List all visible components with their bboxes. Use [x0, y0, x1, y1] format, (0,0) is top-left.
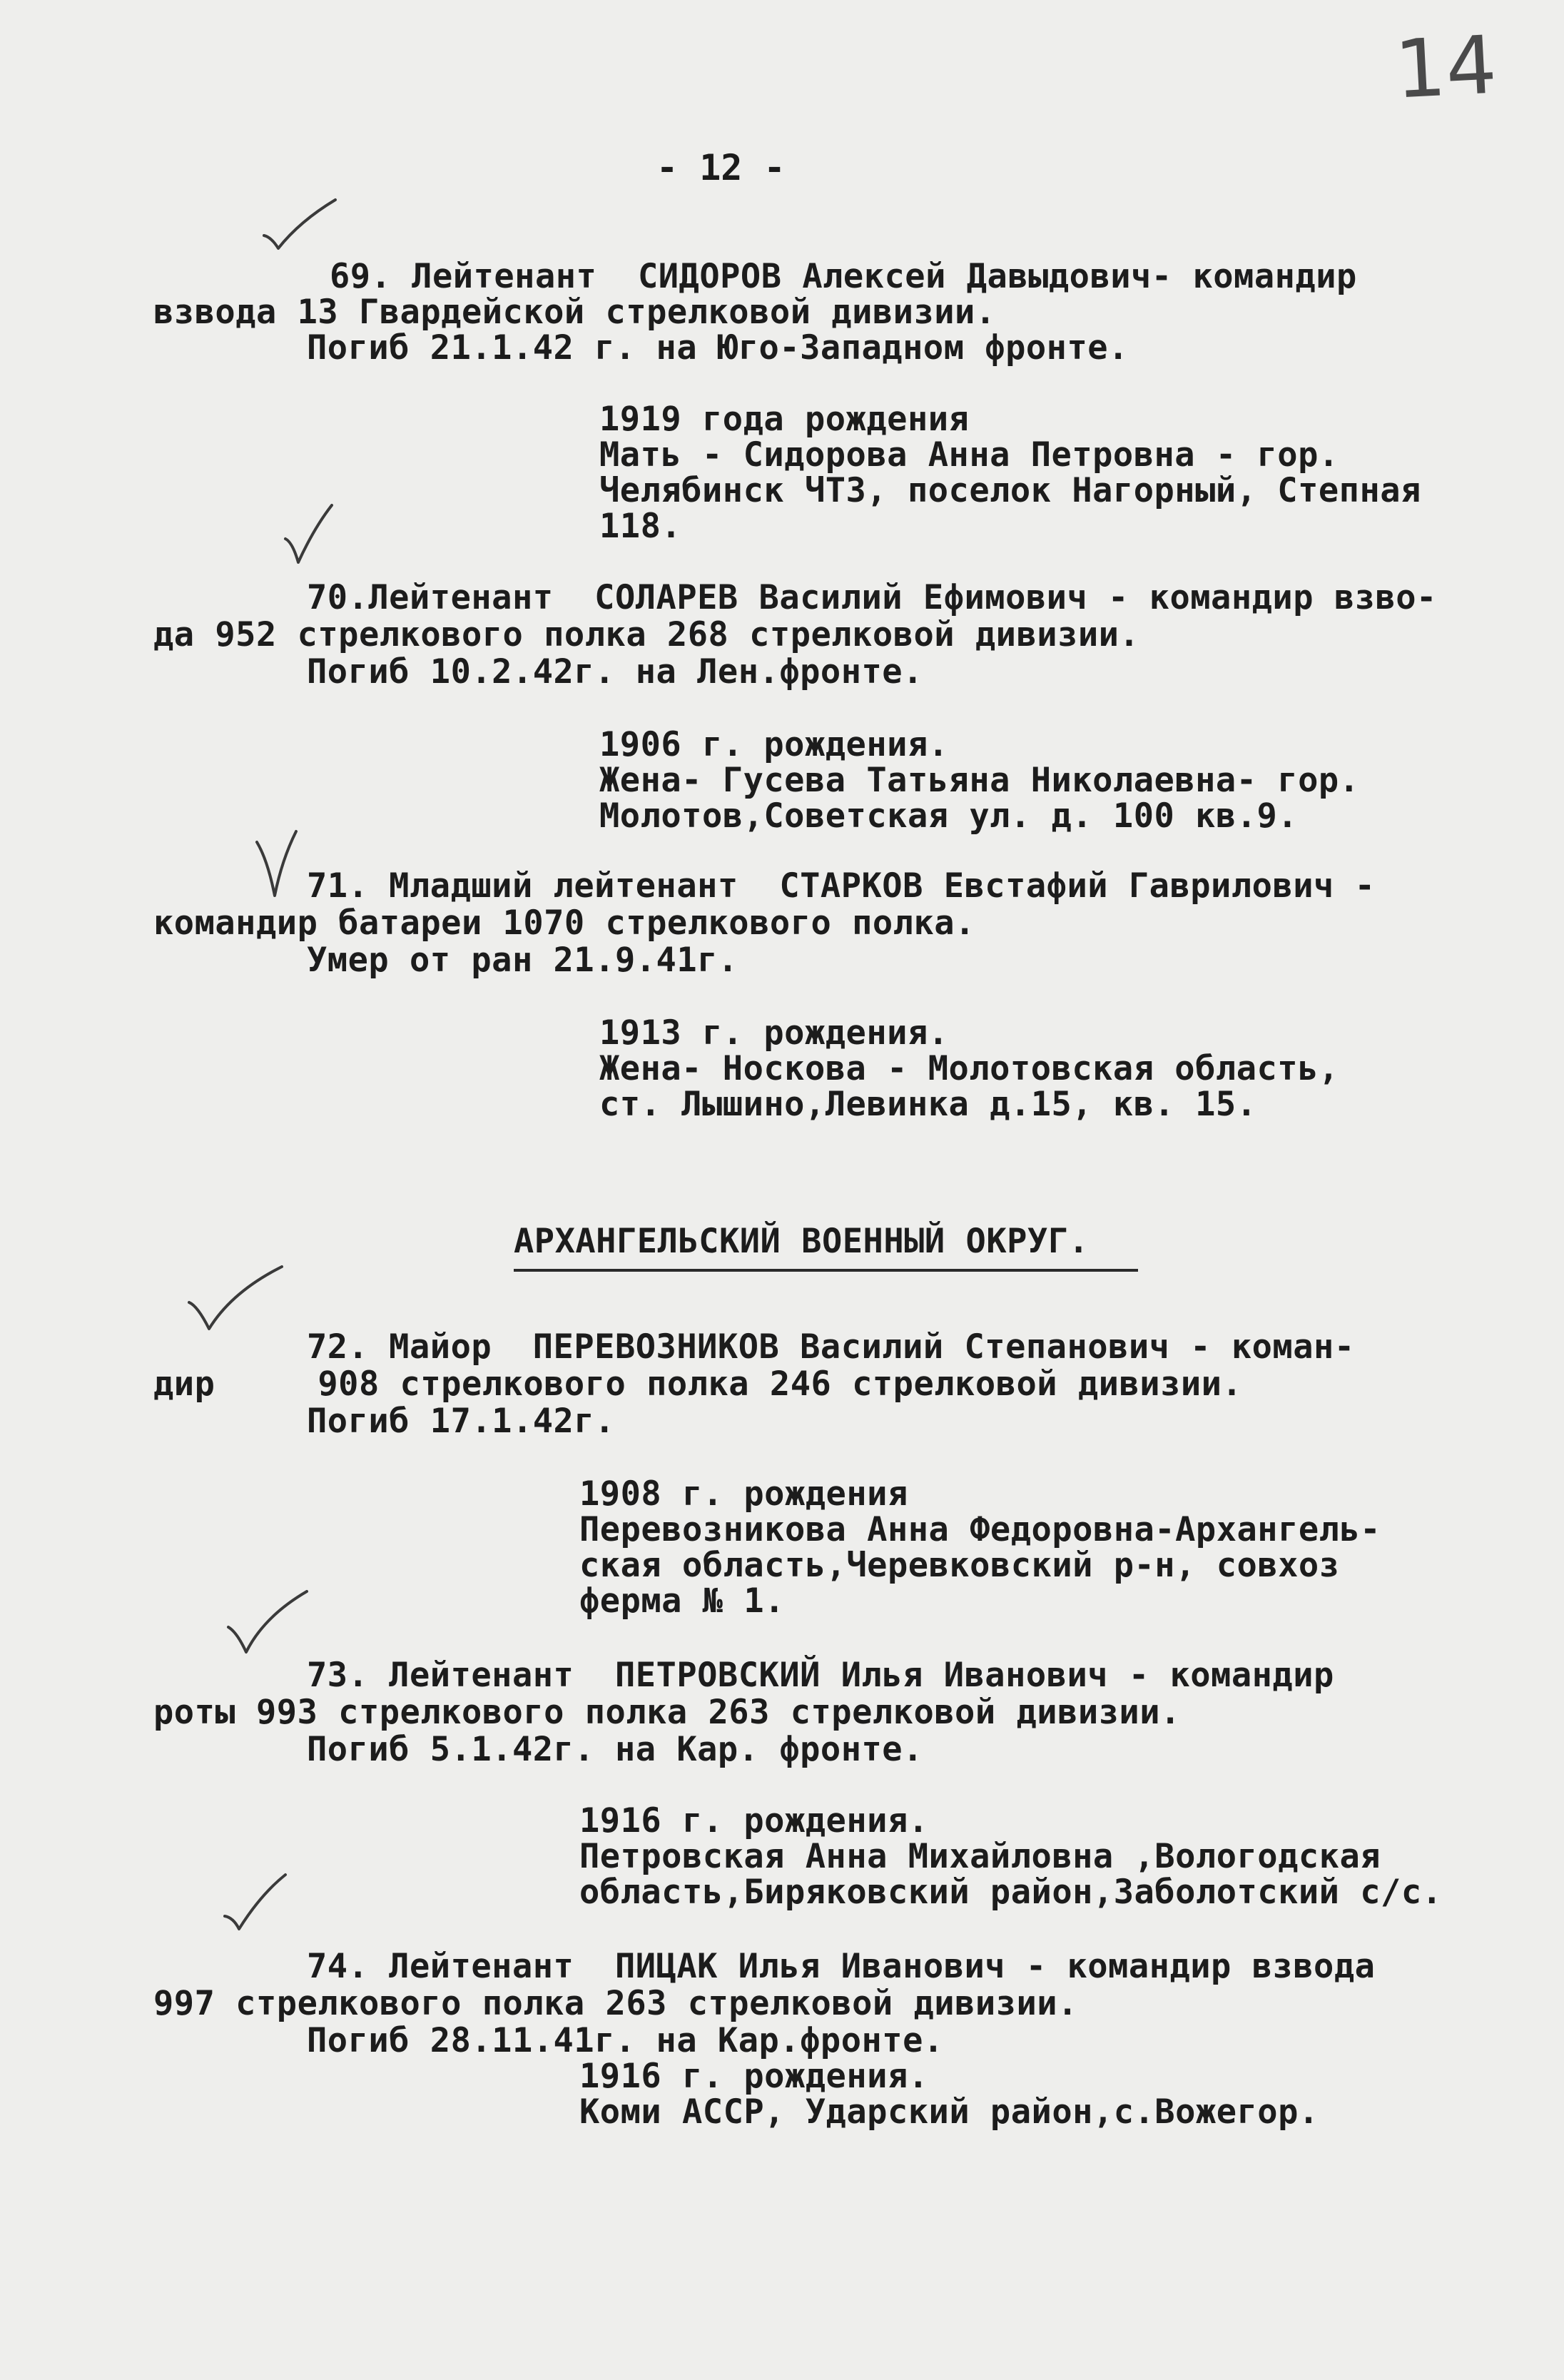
page-number: - 12 -: [656, 147, 786, 188]
entry-73-line-2: роты 993 стрелкового полка 263 стрелковой дивизии.: [153, 1693, 1181, 1732]
entry-72-detail-3: ская область,Черевковский р-н, совхоз: [579, 1546, 1340, 1585]
entry-73-detail-3: область,Биряковский район,Заболотский с/с.: [579, 1873, 1443, 1912]
entry-71-detail-3: ст. Лышино,Левинка д.15, кв. 15.: [599, 1085, 1257, 1124]
entry-69-line-2: взвода 13 Гвардейской стрелковой дивизии.: [153, 293, 996, 332]
entry-69-line-1: 69. Лейтенант СИДОРОВ Алексей Давыдович- командир: [330, 257, 1357, 296]
entry-70-detail-2: Жена- Гусева Татьяна Николаевна- гор.: [599, 761, 1360, 800]
section-heading: АРХАНГЕЛЬСКИЙ ВОЕННЫЙ ОКРУГ.: [514, 1222, 1090, 1261]
entry-69-line-3: Погиб 21.1.42 г. на Юго-Западном фронте.: [307, 328, 1129, 368]
entry-70-detail-1: 1906 г. рождения.: [599, 725, 949, 764]
entry-72-line-1: 72. Майор ПЕРЕВОЗНИКОВ Василий Степанович - коман-: [307, 1327, 1355, 1367]
entry-72-line-2: дир 908 стрелкового полка 246 стрелковой дивизии.: [153, 1364, 1243, 1404]
checkmark-icon: [218, 1866, 325, 1945]
entry-70-line-3: Погиб 10.2.42г. на Лен.фронте.: [307, 652, 923, 692]
heading-underline: [514, 1269, 1138, 1272]
entry-71-line-1: 71. Младший лейтенант СТАРКОВ Евстафий Гаврилович -: [307, 866, 1376, 906]
entry-71-line-3: Умер от ран 21.9.41г.: [307, 941, 738, 980]
checkmark-icon: [182, 1263, 289, 1342]
entry-74-line-2: 997 стрелкового полка 263 стрелковой дивизии.: [153, 1984, 1078, 2023]
entry-73-detail-1: 1916 г. рождения.: [579, 1801, 929, 1840]
entry-70-line-1: 70.Лейтенант СОЛАРЕВ Василий Ефимович - командир взво-: [307, 578, 1437, 617]
entry-70-detail-3: Молотов,Советская ул. д. 100 кв.9.: [599, 796, 1299, 836]
entry-72-detail-4: ферма № 1.: [579, 1581, 785, 1621]
checkmark-icon: [221, 1588, 328, 1666]
entry-72-detail-2: Перевозникова Анна Федоровна-Архангель-: [579, 1510, 1381, 1549]
entry-73-detail-2: Петровская Анна Михайловна ,Вологодская: [579, 1837, 1381, 1876]
entry-70-line-2: да 952 стрелкового полка 268 стрелковой дивизии.: [153, 615, 1140, 654]
entry-73-line-1: 73. Лейтенант ПЕТРОВСКИЙ Илья Иванович - командир: [307, 1656, 1334, 1695]
entry-74-line-1: 74. Лейтенант ПИЦАК Илья Иванович - командир взвода: [307, 1947, 1376, 1986]
entry-71-detail-2: Жена- Носкова - Молотовская область,: [599, 1049, 1339, 1088]
entry-69-detail-1: 1919 года рождения: [599, 400, 970, 439]
entry-74-detail-1: 1916 г. рождения.: [579, 2057, 929, 2096]
entry-71-detail-1: 1913 г. рождения.: [599, 1013, 949, 1053]
entry-69-detail-3: Челябинск ЧТЗ, поселок Нагорный, Степная: [599, 471, 1421, 510]
entry-72-detail-1: 1908 г. рождения: [579, 1474, 908, 1514]
entry-69-detail-2: Мать - Сидорова Анна Петровна - гор.: [599, 435, 1339, 475]
checkmark-icon: [271, 500, 378, 578]
entry-73-line-3: Погиб 5.1.42г. на Кар. фронте.: [307, 1730, 923, 1769]
entry-74-detail-2: Коми АССР, Ударский район,с.Вожегор.: [579, 2092, 1319, 2132]
entry-74-line-3: Погиб 28.11.41г. на Кар.фронте.: [307, 2021, 944, 2060]
entry-69-detail-4: 118.: [599, 507, 682, 546]
entry-72-line-3: Погиб 17.1.42г.: [307, 1402, 615, 1441]
archive-page-number: 14: [1392, 19, 1499, 117]
entry-71-line-2: командир батареи 1070 стрелкового полка.: [153, 903, 975, 943]
